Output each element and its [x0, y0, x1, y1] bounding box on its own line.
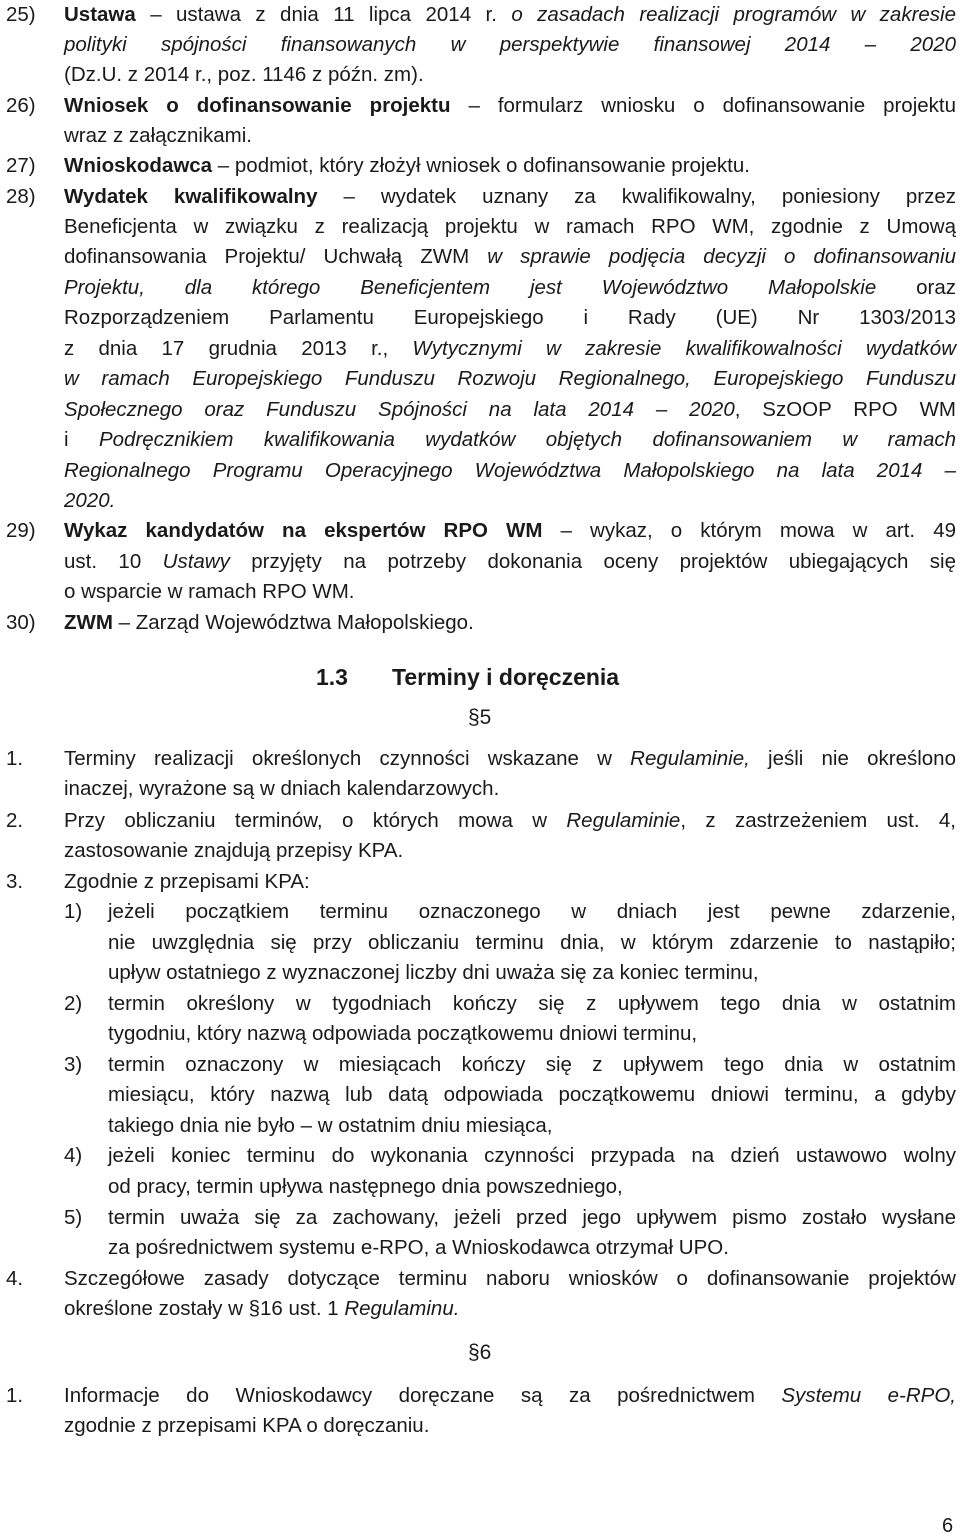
section-number: 1.3 — [316, 664, 348, 690]
definition-line: Projektu, dla którego Beneficjentem jest Województwo Małopolskie oraz — [64, 276, 956, 299]
definition-line: Regionalnego Programu Operacyjnego Województwa Małopolskiego na lata 2014 – — [64, 459, 956, 482]
definition-line: w ramach Europejskiego Funduszu Rozwoju Regionalnego, Europejskiego Funduszu — [64, 367, 956, 390]
definition-line: ust. 10 Ustawy przyjęty na potrzeby dokonania oceny projektów ubiegających się — [64, 550, 956, 573]
definition-line: dofinansowania Projektu/ Uchwałą ZWM w sprawie podjęcia decyzji o dofinansowaniu — [64, 245, 956, 268]
body-line: takiego dnia nie było – w ostatnim dniu miesiąca, — [108, 1114, 553, 1137]
definition-line: Ustawa – ustawa z dnia 11 lipca 2014 r. o zasadach realizacji programów w zakresie — [64, 3, 957, 26]
definition-line: o wsparcie w ramach RPO WM. — [64, 580, 355, 603]
item-number: 26) — [6, 94, 36, 117]
definition-line: Wnioskodawca – podmiot, który złożył wniosek o dofinansowanie projektu. — [64, 154, 750, 177]
body-line: zgodnie z przepisami KPA o doręczaniu. — [64, 1414, 430, 1437]
body-line: Szczegółowe zasady dotyczące terminu naboru wniosków o dofinansowanie projektów — [64, 1267, 956, 1290]
item-number: 25) — [6, 3, 36, 26]
body-line: nie uwzględnia się przy obliczaniu terminu dnia, w którym zdarzenie to nastąpiło; — [108, 931, 956, 954]
body-line: od pracy, termin upływa następnego dnia powszedniego, — [108, 1175, 623, 1198]
body-line: jeżeli początkiem terminu oznaczonego w dniach jest pewne zdarzenie, — [108, 900, 956, 923]
body-line: Przy obliczaniu terminów, o których mowa w Regulaminie, z zastrzeżeniem ust. 4, — [64, 809, 957, 832]
definition-line: Rozporządzeniem Parlamentu Europejskiego i Rady (UE) Nr 1303/2013 — [64, 306, 956, 329]
body-line: termin określony w tygodniach kończy się z upływem tego dnia w ostatnim — [108, 992, 956, 1015]
item-number: 2. — [6, 809, 24, 832]
paragraph-sign: §6 — [468, 1341, 492, 1364]
page-number: 6 — [942, 1515, 954, 1537]
body-line: inaczej, wyrażone są w dniach kalendarzowych. — [64, 777, 500, 800]
subitem-number: 1) — [64, 900, 83, 923]
definition-line: Wydatek kwalifikowalny – wydatek uznany za kwalifikowalny, poniesiony przez — [64, 185, 956, 208]
definition-line: Wykaz kandydatów na ekspertów RPO WM – wykaz, o którym mowa w art. 49 — [64, 519, 956, 542]
item-number: 28) — [6, 185, 36, 208]
item-number: 30) — [6, 611, 36, 634]
definition-line: Beneficjenta w związku z realizacją projektu w ramach RPO WM, zgodnie z Umową — [64, 215, 956, 238]
body-line: Zgodnie z przepisami KPA: — [64, 870, 310, 893]
body-line: określone zostały w §16 ust. 1 Regulaminu. — [64, 1297, 460, 1320]
item-number: 4. — [6, 1267, 24, 1290]
definition-line: Społecznego oraz Funduszu Spójności na lata 2014 – 2020, SzOOP RPO WM — [64, 398, 956, 421]
body-line: upływ ostatniego z wyznaczonej liczby dni uważa się za koniec terminu, — [108, 961, 759, 984]
body-line: za pośrednictwem systemu e-RPO, a Wnioskodawca otrzymał UPO. — [108, 1236, 729, 1259]
subitem-number: 4) — [64, 1144, 83, 1167]
item-number: 1. — [6, 747, 24, 770]
body-line: termin oznaczony w miesiącach kończy się z upływem tego dnia w ostatnim — [108, 1053, 956, 1076]
section-title: Terminy i doręczenia — [392, 664, 620, 690]
definition-line: polityki spójności finansowanych w perspektywie finansowej 2014 – 2020 — [64, 33, 956, 56]
definition-line: 2020. — [64, 489, 116, 512]
definition-line: z dnia 17 grudnia 2013 r., Wytycznymi w zakresie kwalifikowalności wydatków — [64, 337, 956, 360]
definition-line: wraz z załącznikami. — [64, 124, 252, 147]
definition-line: i Podręcznikiem kwalifikowania wydatków objętych dofinansowaniem w ramach — [64, 428, 956, 451]
body-line: Terminy realizacji określonych czynności wskazane w Regulaminie, jeśli nie określono — [64, 747, 956, 770]
body-line: zastosowanie znajdują przepisy KPA. — [64, 839, 404, 862]
body-line: Informacje do Wnioskodawcy doręczane są za pośrednictwem Systemu e-RPO, — [64, 1384, 956, 1407]
item-number: 3. — [6, 870, 24, 893]
body-line: miesiącu, który nazwą lub datą odpowiada początkowemu dniowi terminu, a gdyby — [108, 1083, 956, 1106]
item-number: 27) — [6, 154, 36, 177]
item-number: 1. — [6, 1384, 24, 1407]
paragraph-sign: §5 — [468, 706, 492, 729]
item-number: 29) — [6, 519, 36, 542]
subitem-number: 3) — [64, 1053, 83, 1076]
body-line: jeżeli koniec terminu do wykonania czynności przypada na dzień ustawowo wolny — [108, 1144, 956, 1167]
subitem-number: 5) — [64, 1206, 83, 1229]
definition-line: ZWM – Zarząd Województwa Małopolskiego. — [64, 611, 474, 634]
body-line: termin uważa się za zachowany, jeżeli przed jego upływem pismo zostało wysłane — [108, 1206, 956, 1229]
body-line: tygodniu, który nazwą odpowiada początkowemu dniowi terminu, — [108, 1022, 698, 1045]
subitem-number: 2) — [64, 992, 83, 1015]
definition-line: Wniosek o dofinansowanie projektu – formularz wniosku o dofinansowanie projektu — [64, 94, 957, 117]
definition-line: (Dz.U. z 2014 r., poz. 1146 z późn. zm). — [64, 63, 424, 86]
